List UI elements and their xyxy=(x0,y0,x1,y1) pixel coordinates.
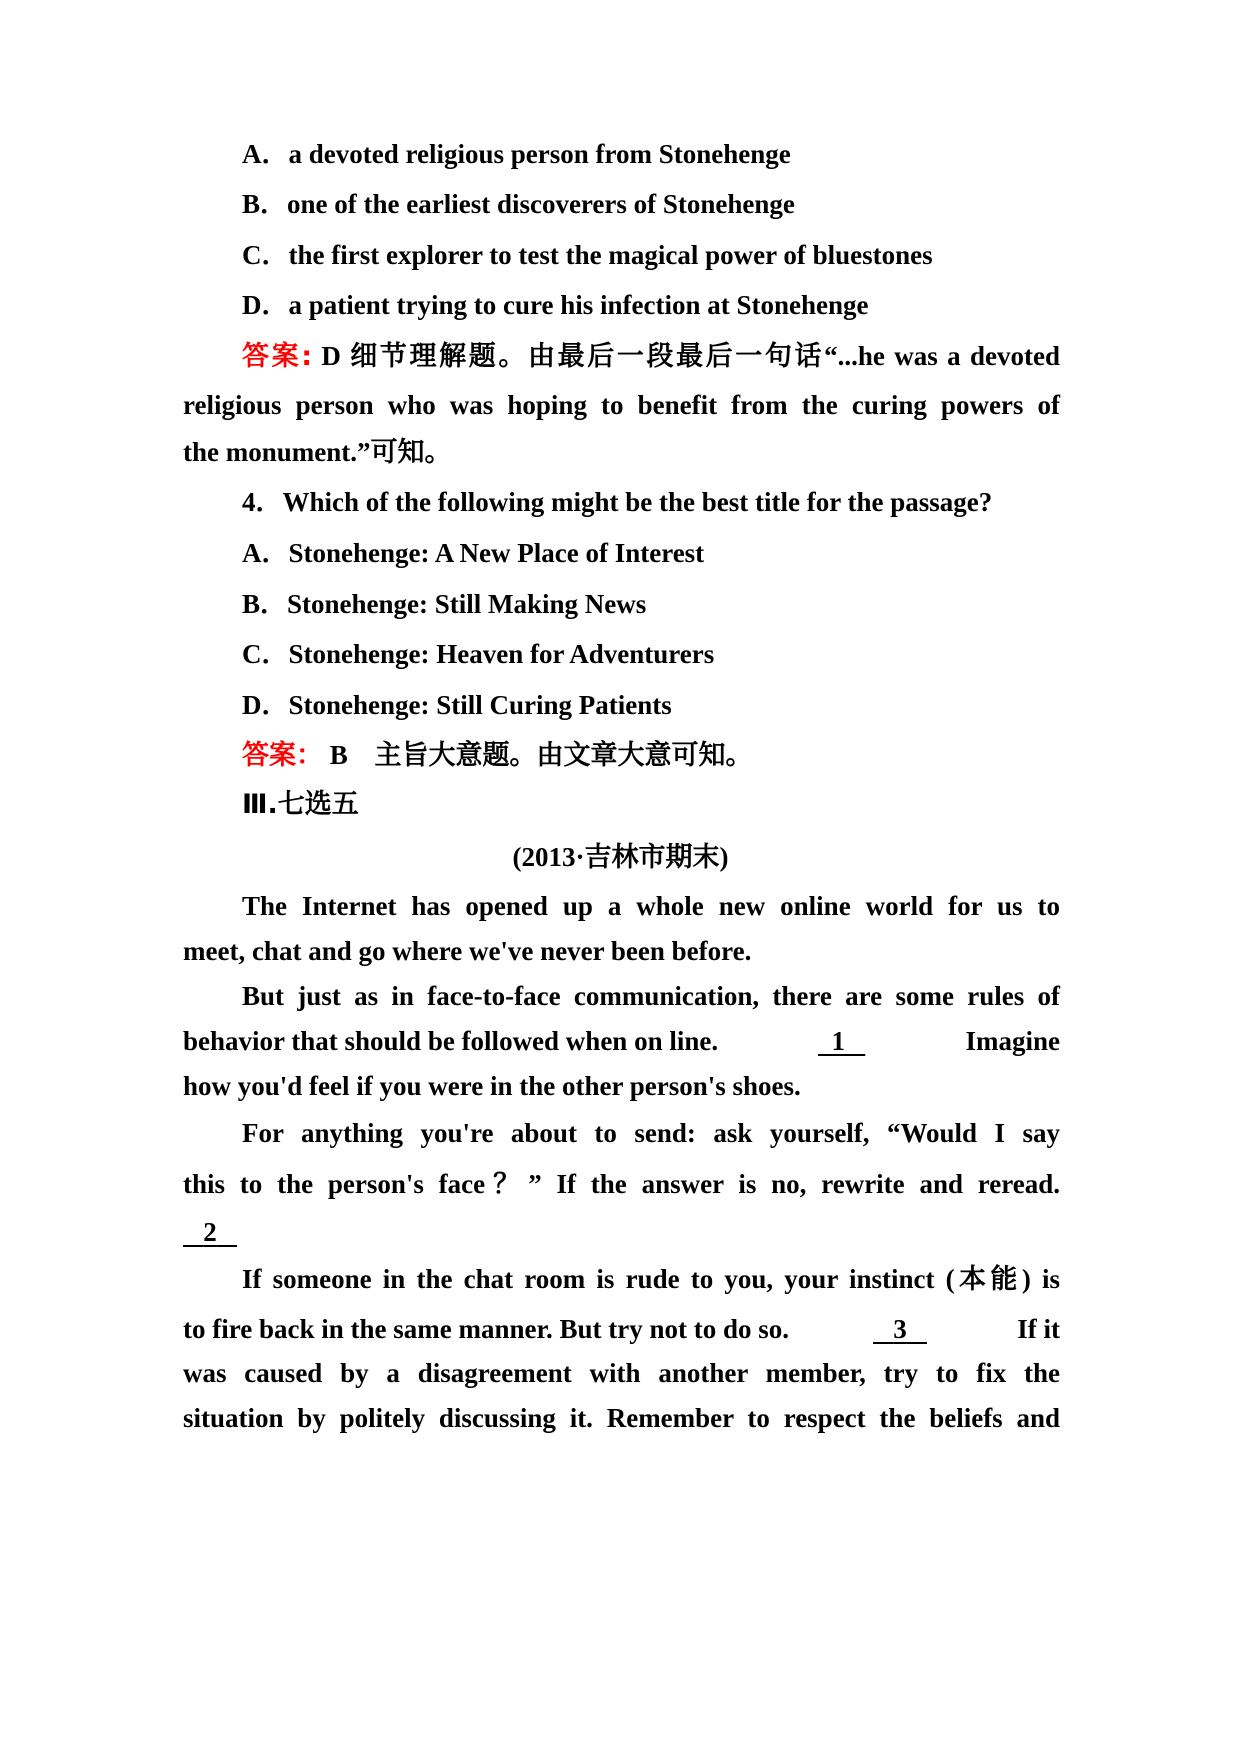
passage-p2-line2-end: Imagine xyxy=(965,1026,1060,1056)
answer3-explanation: 细节理解题。由最后一段最后一句话“...he was a devoted xyxy=(350,341,1060,371)
passage-p3-line2: this to the person's face？” If the answer is no, rewrite and reread. xyxy=(183,1169,1060,1199)
answer3-line1 xyxy=(242,339,1060,373)
blank-1-number: 1 xyxy=(831,1026,845,1056)
passage-p4-line1: If someone in the chat room is rude to you, your instinct (本能) is xyxy=(242,1264,1060,1294)
section-source: (2013·吉林市期末) xyxy=(512,842,729,872)
q4-option-d: D．Stonehenge: Still Curing Patients xyxy=(242,690,672,720)
q4-option-c: C．Stonehenge: Heaven for Adventurers xyxy=(242,639,715,669)
passage-p4-line3: was caused by a disagreement with another member, try to fix the xyxy=(183,1358,1060,1388)
passage-p4-line4: situation by politely discussing it. Remember to respect the beliefs and xyxy=(183,1403,1060,1433)
blank-3-number: 3 xyxy=(893,1314,907,1344)
passage-p1-line2: meet, chat and go where we've never been before. xyxy=(183,936,752,966)
passage-p2-line2-text: behavior that should be followed when on line. xyxy=(183,1026,719,1056)
passage-p4-line2-end: If it xyxy=(1017,1314,1060,1344)
answer4-label: 答案： xyxy=(242,740,323,771)
q3-option-c: C．the first explorer to test the magical power of bluestones xyxy=(242,240,933,270)
passage-p2-line1: But just as in face-to-face communication, there are some rules of xyxy=(242,981,1060,1011)
q4-option-a: A．Stonehenge: A New Place of Interest xyxy=(242,538,705,568)
answer3-label: 答案: xyxy=(242,341,313,372)
passage-p1-line1: The Internet has opened up a whole new online world for us to xyxy=(242,891,1060,921)
blank-2[interactable] xyxy=(183,1215,237,1249)
answer3-letter: D xyxy=(321,341,341,371)
blank-2-number: 2 xyxy=(203,1217,217,1247)
q3-option-d: D．a patient trying to cure his infection at Stonehenge xyxy=(242,290,869,320)
passage-p3-line3 xyxy=(183,1215,237,1249)
q3-option-a: A．a devoted religious person from Stonehenge xyxy=(242,139,791,169)
answer4-letter: B xyxy=(329,740,348,770)
section-title: Ⅲ.七选五 xyxy=(242,789,359,820)
q3-option-b: B．one of the earliest discoverers of Stonehenge xyxy=(242,189,795,219)
passage-p2-line2 xyxy=(183,1024,1060,1058)
blank-1[interactable] xyxy=(818,1024,865,1058)
q4-question: 4．Which of the following might be the best title for the passage? xyxy=(242,487,993,517)
answer4-explanation: 主旨大意题。由文章大意可知。 xyxy=(374,740,753,771)
answer3-line3: the monument.”可知。 xyxy=(183,437,452,467)
answer3-line2: religious person who was hoping to benefit from the curing powers of xyxy=(183,390,1060,420)
passage-p2-line3: how you'd feel if you were in the other person's shoes. xyxy=(183,1071,801,1101)
blank-3[interactable] xyxy=(873,1312,927,1346)
q4-option-b: B．Stonehenge: Still Making News xyxy=(242,589,647,619)
answer4-line xyxy=(242,738,753,772)
passage-p4-line2-text: to fire back in the same manner. But try not to do so. xyxy=(183,1314,789,1344)
passage-p4-line2 xyxy=(183,1312,1060,1346)
passage-p3-line1: For anything you're about to send: ask yourself, “Would I say xyxy=(242,1118,1060,1148)
